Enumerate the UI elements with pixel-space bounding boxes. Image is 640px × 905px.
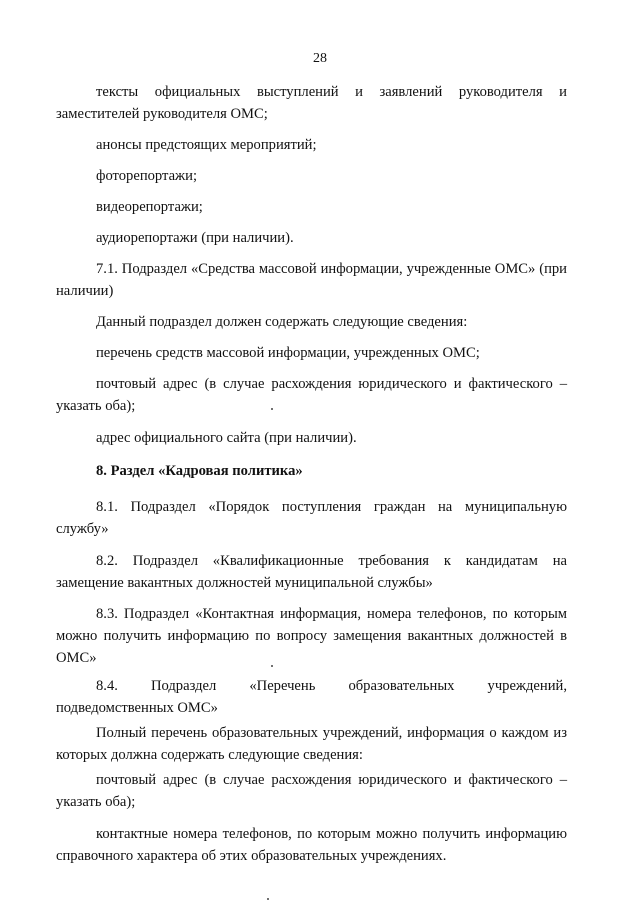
scan-speck (267, 898, 269, 900)
paragraph-contact-phones: контактные номера телефонов, по которым можно получить информацию справочного характера об этих образовательных учреждениях. (56, 826, 567, 864)
paragraph-video-reports: видеорепортажи; (96, 199, 203, 215)
scan-speck (271, 665, 273, 667)
page-number: 28 (313, 51, 327, 66)
word: образовательных (348, 678, 455, 694)
word: Подраздел (150, 678, 217, 694)
scan-speck (271, 408, 273, 410)
word: «Перечень (249, 678, 316, 694)
paragraph-official-speeches: тексты официальных выступлений и заявлений руководителя и заместителей руководителя ОМС; (56, 84, 567, 122)
subsection-8-4-continuation: подведомственных ОМС» (56, 700, 218, 716)
paragraph-media-list: перечень средств массовой информации, учрежденных ОМС; (96, 345, 480, 361)
paragraph-postal-address: почтовый адрес (в случае расхождения юридического и фактического – указать оба); (56, 376, 567, 414)
paragraph-subsection-8-4 (56, 675, 567, 719)
paragraph-photo-reports: фоторепортажи; (96, 168, 198, 184)
paragraph-subsection-8-2: 8.2. Подраздел «Квалификационные требования к кандидатам на замещение вакантных должностей муниципальной службы» (56, 553, 567, 591)
paragraph-education-list: Полный перечень образовательных учреждений, информация о каждом из которых должна содержать следующие сведения: (56, 725, 567, 763)
word: 8.4. (96, 678, 118, 694)
paragraph-website-address: адрес официального сайта (при наличии). (96, 430, 357, 446)
paragraph-subsection-8-1: 8.1. Подраздел «Порядок поступления граждан на муниципальную службу» (56, 499, 567, 537)
paragraph-audio-reports: аудиорепортажи (при наличии). (96, 230, 294, 246)
paragraph-education-postal-address: почтовый адрес (в случае расхождения юридического и фактического – указать оба); (56, 772, 567, 810)
subsection-8-4-first-line (96, 675, 567, 697)
paragraph-subsection-7-1: 7.1. Подраздел «Средства массовой информации, учрежденные ОМС» (при наличии) (56, 261, 567, 299)
paragraph-required-info: Данный подраздел должен содержать следующие сведения: (96, 314, 468, 330)
section-heading-8: 8. Раздел «Кадровая политика» (96, 463, 303, 479)
paragraph-subsection-8-3: 8.3. Подраздел «Контактная информация, номера телефонов, по которым можно получить информацию по вопросу замещения вакантных должностей в ОМС» (56, 606, 567, 666)
word: учреждений, (487, 678, 567, 694)
paragraph-event-announcements: анонсы предстоящих мероприятий; (96, 137, 317, 153)
